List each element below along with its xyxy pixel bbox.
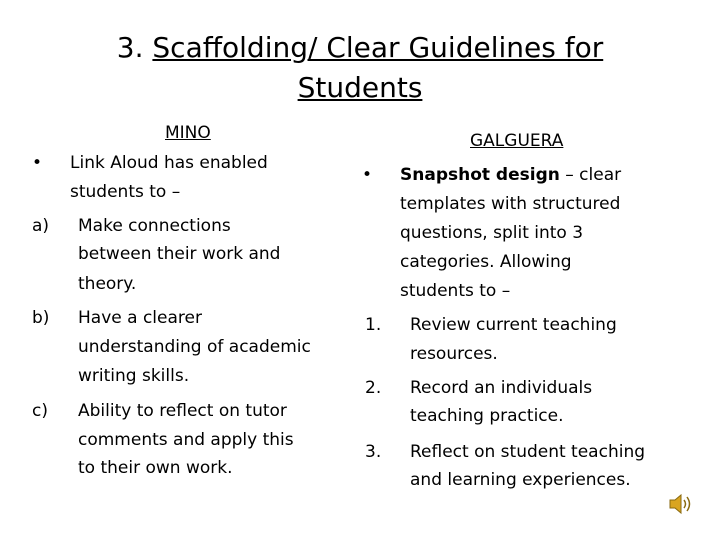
right-intro-line-2: templates with structured (400, 194, 621, 214)
right-item-3-line-2: and learning experiences. (410, 470, 631, 490)
left-column-heading: MINO (165, 123, 211, 143)
left-intro-line-1: Link Aloud has enabled (70, 153, 268, 173)
left-item-a-line-2: between their work and (78, 244, 281, 264)
title-line-1 (0, 28, 720, 68)
right-item-3-line-1: Reflect on student teaching (410, 442, 646, 462)
right-bullet: • (362, 165, 373, 185)
right-item-1-line-2: resources. (410, 344, 498, 364)
right-item-2-marker: 2. (365, 378, 382, 398)
slide-title (0, 28, 720, 108)
right-item-1-line-1: Review current teaching (410, 315, 617, 335)
right-item-3-marker: 3. (365, 442, 382, 462)
title-text-line-1: Scaffolding/ Clear Guidelines for (152, 31, 604, 64)
right-item-2-line-1: Record an individuals (410, 378, 593, 398)
left-item-b-line-1: Have a clearer (78, 308, 202, 328)
speaker-icon[interactable] (668, 492, 694, 516)
left-item-b-marker: b) (32, 308, 50, 328)
left-intro-line-2: students to – (70, 182, 181, 202)
left-item-a-marker: a) (32, 216, 50, 236)
left-item-c-line-3: to their own work. (78, 458, 233, 478)
right-intro-line-3: questions, split into 3 (400, 223, 584, 243)
left-item-b-line-3: writing skills. (78, 366, 190, 386)
left-item-a-line-1: Make connections (78, 216, 231, 236)
left-item-b-line-2: understanding of academic (78, 337, 311, 357)
title-text-line-2: Students (297, 71, 423, 104)
title-line-2 (0, 68, 720, 108)
right-column-heading: GALGUERA (470, 131, 564, 151)
right-item-2-line-2: teaching practice. (410, 406, 564, 426)
right-intro-line-4: categories. Allowing (400, 252, 572, 272)
right-intro-rest: – clear (559, 165, 622, 185)
title-number: 3. (116, 31, 144, 64)
left-item-c-marker: c) (32, 401, 48, 421)
right-intro-line-5: students to – (400, 281, 511, 301)
left-item-c-line-2: comments and apply this (78, 430, 294, 450)
left-bullet: • (32, 153, 43, 173)
left-item-a-line-3: theory. (78, 274, 137, 294)
right-intro-bold: Snapshot design (400, 165, 560, 185)
right-item-1-marker: 1. (365, 315, 382, 335)
left-item-c-line-1: Ability to reflect on tutor (78, 401, 287, 421)
right-intro-line-1 (400, 164, 621, 186)
